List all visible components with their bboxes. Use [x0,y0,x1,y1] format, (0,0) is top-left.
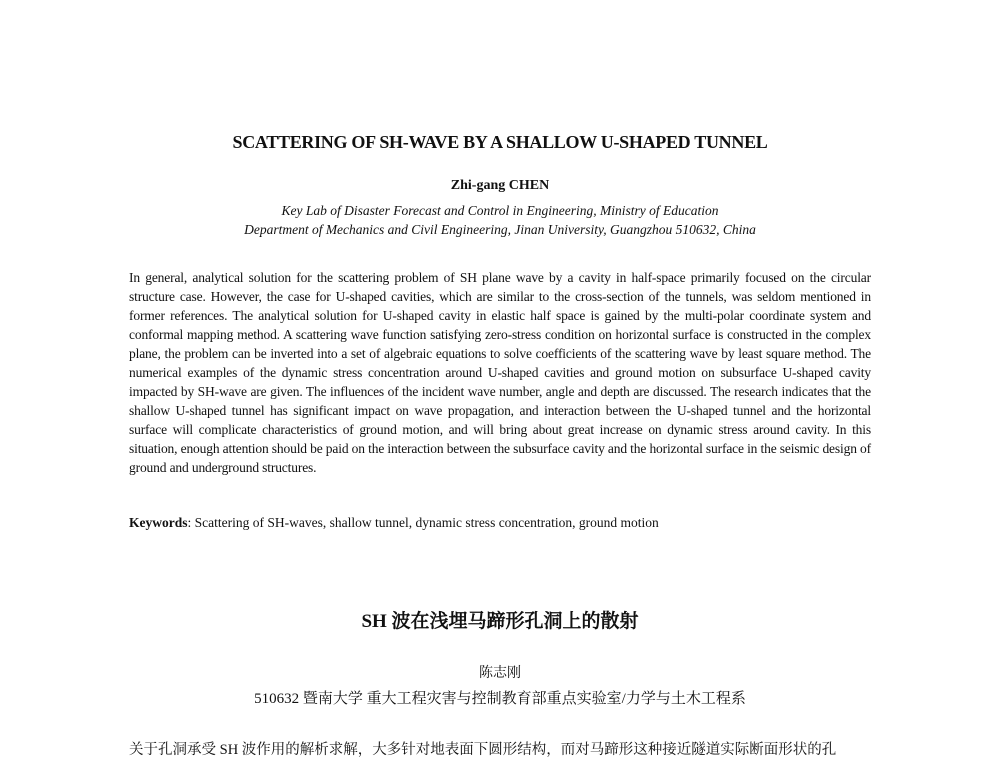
keywords-label: Keywords [129,515,188,530]
author-name: Zhi-gang CHEN [450,178,550,193]
affiliation-line-1: Key Lab of Disaster Forecast and Control in Engineering, Ministry of Education [281,203,719,218]
keywords-text: : Scattering of SH-waves, shallow tunnel, dynamic stress concentration, ground motion [187,515,659,530]
chinese-title: SH 波在浅埋马蹄形孔洞上的散射 [361,611,639,632]
affiliation-line-2: Department of Mechanics and Civil Engineering, Jinan University, Guangzhou 510632, China [244,222,756,237]
chinese-affiliation: 510632 暨南大学 重大工程灾害与控制教育部重点实验室/力学与土木工程系 [254,691,746,707]
chinese-abstract: 关于孔洞承受 SH 波作用的解析求解，大多针对地表面下圆形结构，而对马蹄形这种接近隧道实际断面形状的孔 [129,742,837,758]
abstract-text: In general, analytical solution for the scattering problem of SH plane wave by a cavity in half-space primarily focused on the circular structure case. However, the case for U-shaped cavities, which are similar to the cross-section of the tunnels, was seldom mentioned in former references. The analytical solution for U-shaped cavity in elastic half space is gained by the multi-polar coordinate system and conformal mapping method. A scattering wave function satisfying zero-stress condition on horizontal surface is constructed in the complex plane, the problem can be inverted into a set of algebraic equations to solve coefficients of the scattering wave by least square method. The numerical examples of the dynamic stress concentration around U-shaped cavities and ground motion on subsurface U-shaped cavity impacted by SH-wave are given. The influences of the incident wave number, angle and depth are discussed. The research indicates that the shallow U-shaped tunnel has significant impact on wave propagation, and interaction between the U-shaped tunnel and the horizontal surface will complicate characteristics of ground motion, and will bring about great increase on dynamic stress around cavity. In this situation, enough attention should be paid on the interaction between the subsurface cavity and the horizontal surface in the seismic design of ground and underground structures. [129,270,871,475]
keywords [129,515,871,531]
paper-title: SCATTERING OF SH-WAVE BY A SHALLOW U-SHAPED TUNNEL [232,132,768,152]
chinese-author: 陈志刚 [479,666,521,681]
